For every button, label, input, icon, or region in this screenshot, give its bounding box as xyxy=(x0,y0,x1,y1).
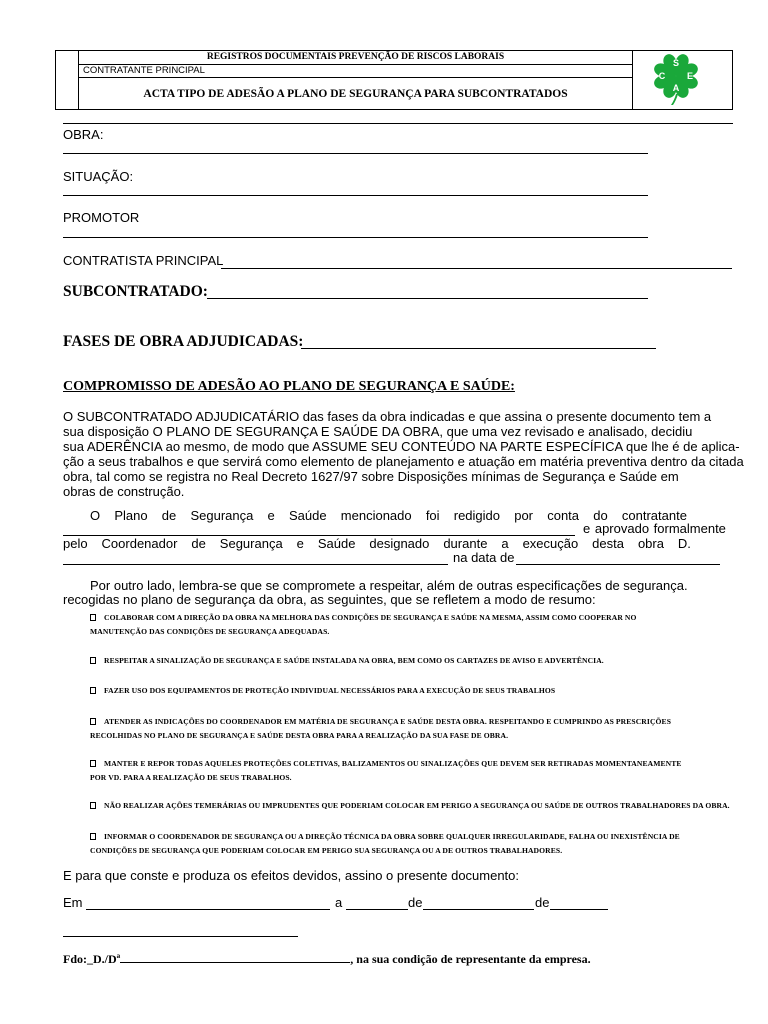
closing-statement: E para que conste e produza os efeitos devidos, assino o presente documento: xyxy=(63,868,520,883)
list-item xyxy=(90,654,720,668)
plan-word: Saúde xyxy=(317,536,356,551)
plan-line-3 xyxy=(63,536,691,551)
plan-word: do xyxy=(593,508,608,523)
clover-logo xyxy=(645,50,707,106)
list-item-text: MANUTENÇÃO DAS CONDIÇÕES DE SEGURANÇA ADEQUADAS. xyxy=(90,627,330,636)
list-item xyxy=(90,830,720,858)
plan-word: pelo xyxy=(63,536,88,551)
obra-line[interactable] xyxy=(63,153,648,154)
signature-prefix: Fdo:_D./Dª xyxy=(63,952,121,966)
list-item-text: FAZER USO DOS EQUIPAMENTOS DE PROTEÇÃO INDIVIDUAL NECESSÁRIOS PARA A EXECUÇÃO DE SEUS TRABALHOS xyxy=(104,686,556,695)
promotor-label: PROMOTOR xyxy=(63,210,140,225)
de-label-1: de xyxy=(408,895,423,910)
list-item-text: ATENDER AS INDICAÇÕES DO COORDENADOR EM MATÉRIA DE SEGURANÇA E SAÚDE DESTA OBRA. RESPEITANDO E CUMPRINDO AS PRESCRIÇÕES xyxy=(104,717,672,726)
org-title: REGISTROS DOCUMENTAIS PREVENÇÃO DE RISCOS LABORAIS xyxy=(78,51,633,65)
checkbox-icon xyxy=(90,760,96,767)
contratista-label: CONTRATISTA PRINCIPAL xyxy=(63,253,224,268)
logo-letter-right: E xyxy=(686,71,694,81)
year-blank[interactable] xyxy=(550,909,608,910)
commitment-line: obra, tal como se registra no Real Decreto 1627/97 sobre Disposições mínimas de Segurança e Saúde em xyxy=(63,469,679,484)
plan-word: foi xyxy=(425,508,440,523)
plan-word: de xyxy=(161,508,177,523)
contratista-line[interactable] xyxy=(221,268,732,269)
month-blank[interactable] xyxy=(423,909,534,910)
de-label-2: de xyxy=(535,895,550,910)
plan-word: Plano xyxy=(114,508,148,523)
signature-line xyxy=(63,950,591,967)
commitment-heading: COMPROMISSO DE ADESÃO AO PLANO DE SEGURANÇA E SAÚDE: xyxy=(63,379,515,394)
list-item xyxy=(90,684,720,698)
plan-word: obra xyxy=(637,536,664,551)
plan-word: por xyxy=(514,508,534,523)
plan-word: Segurança xyxy=(219,536,283,551)
commitment-line: sua ADERÊNCIA ao mesmo, de modo que ASSUME SEU CONTEÚDO NA PARTE ESPECÍFICA que lhe é de aplica- xyxy=(63,439,740,454)
checkbox-icon xyxy=(90,687,96,694)
subcontratado-line[interactable] xyxy=(207,298,648,299)
commitment-line: O SUBCONTRATADO ADJUDICATÁRIO das fases da obra indicadas e que assina o presente documento tem a xyxy=(63,409,712,424)
list-item-text: RESPEITAR A SINALIZAÇÃO DE SEGURANÇA E SAÚDE INSTALADA NA OBRA, BEM COMO OS CARTAZES DE AVISO E ADVERTÊNCIA. xyxy=(104,656,604,665)
list-item xyxy=(90,715,720,743)
plan-word: Segurança xyxy=(190,508,254,523)
plan-word: conta xyxy=(547,508,580,523)
plan-word: D. xyxy=(677,536,691,551)
obra-label: OBRA: xyxy=(63,127,104,142)
a-label: a xyxy=(335,895,343,910)
commitment-line: obras de construção. xyxy=(63,484,185,499)
commitment-line: sua disposição O PLANO DE SEGURANÇA E SAÚDE DA OBRA, que uma vez revisado e analisado, decidiu xyxy=(63,424,693,439)
plan-word: mencionado xyxy=(340,508,412,523)
checkbox-icon xyxy=(90,657,96,664)
list-item xyxy=(90,757,720,785)
plan-word: durante xyxy=(443,536,488,551)
signature-suffix: , na sua condição de representante da empresa. xyxy=(350,952,591,966)
list-item-text: POR VD. PARA A REALIZAÇÃO DE SEUS TRABALHOS. xyxy=(90,773,292,782)
plan-word: Coordenador xyxy=(101,536,178,551)
plan-word: O xyxy=(90,508,101,523)
date-blank[interactable] xyxy=(516,564,720,565)
place-blank[interactable] xyxy=(86,909,330,910)
plan-word: desta xyxy=(592,536,624,551)
list-item-text: INFORMAR O COORDENADOR DE SEGURANÇA OU A DIREÇÃO TÉCNICA DA OBRA SOBRE QUALQUER IRREGULARIDADE, FALHA OU INEXISTÊNCIA DE xyxy=(104,832,680,841)
contractor-label: CONTRATANTE PRINCIPAL xyxy=(78,65,633,78)
reminder-line-1: Por outro lado, lembra-se que se compromete a respeitar, além de outras especificações de segurança. xyxy=(90,578,688,593)
plan-word: de xyxy=(191,536,206,551)
fases-label: FASES DE OBRA ADJUDICADAS: xyxy=(63,333,304,350)
list-item xyxy=(90,611,720,639)
plan-word: contratante xyxy=(621,508,687,523)
plan-line-4-mid: na data de xyxy=(453,550,515,565)
signature-blank[interactable] xyxy=(63,936,298,937)
plan-word: Saúde xyxy=(288,508,327,523)
subcontratado-label: SUBCONTRATADO: xyxy=(63,283,208,300)
plan-word: designado xyxy=(369,536,430,551)
list-item xyxy=(90,799,730,813)
document-title: ACTA TIPO DE ADESÃO A PLANO DE SEGURANÇA PARA SUBCONTRATADOS xyxy=(143,88,568,100)
checkbox-icon xyxy=(90,833,96,840)
list-item-text: CONDIÇÕES DE SEGURANÇA QUE PODERIAM COLOCAR EM PERIGO SUA SEGURANÇA OU A DE OUTROS TRABALHADORES. xyxy=(90,846,563,855)
fases-line[interactable] xyxy=(301,348,656,349)
day-blank[interactable] xyxy=(346,909,408,910)
plan-word: e xyxy=(296,536,304,551)
header-rule xyxy=(63,123,733,124)
plan-word: a xyxy=(501,536,509,551)
situacao-label: SITUAÇÃO: xyxy=(63,169,134,184)
list-item-text: COLABORAR COM A DIREÇÃO DA OBRA NA MELHORA DAS CONDIÇÕES DE SEGURANÇA E SAÚDE NA MESMA, ASSIM COMO COOPERAR NO xyxy=(104,613,637,622)
commitment-line: ção a seus trabalhos e que servirá como elemento de planejamento e atuação em matéria preventiva dentro da citada xyxy=(63,454,744,469)
promotor-line[interactable] xyxy=(63,237,648,238)
checkbox-icon xyxy=(90,718,96,725)
list-item-text: RECOLHIDAS NO PLANO DE SEGURANÇA E SAÚDE DESTA OBRA PARA A REALIZAÇÃO DA SUA FASE DE OBRA. xyxy=(90,731,509,740)
checkbox-icon xyxy=(90,802,96,809)
plan-word: e xyxy=(267,508,275,523)
list-item-text: NÃO REALIZAR AÇÕES TEMERÁRIAS OU IMPRUDENTES QUE PODERIAM COLOCAR EM PERIGO A SEGURANÇA OU SAÚDE DE OUTROS TRABALHADORES DA OBRA. xyxy=(104,801,730,810)
commitment-paragraph xyxy=(63,409,743,499)
signature-name-blank[interactable] xyxy=(120,950,350,963)
logo-letter-bottom: A xyxy=(672,83,680,93)
coordenador-blank[interactable] xyxy=(63,564,448,565)
plan-word: execução xyxy=(522,536,579,551)
reminder-line-2: recogidas no plano de segurança da obra, as seguintes, que se refletem a modo de resumo: xyxy=(63,592,596,607)
plan-word: redigido xyxy=(453,508,501,523)
plan-line-2-tail: e aprovado formalmente xyxy=(583,521,726,536)
checkbox-icon xyxy=(90,614,96,621)
logo-letter-top: S xyxy=(672,58,680,68)
logo-letter-left: C xyxy=(658,71,666,81)
em-label: Em xyxy=(63,895,83,910)
list-item-text: MANTER E REPOR TODAS AQUELES PROTEÇÕES COLETIVAS, BALIZAMENTOS OU SINALIZAÇÕES QUE DEVEM SER RETIRADAS MOMENTANEAMENTE xyxy=(104,759,682,768)
situacao-line[interactable] xyxy=(63,195,648,196)
